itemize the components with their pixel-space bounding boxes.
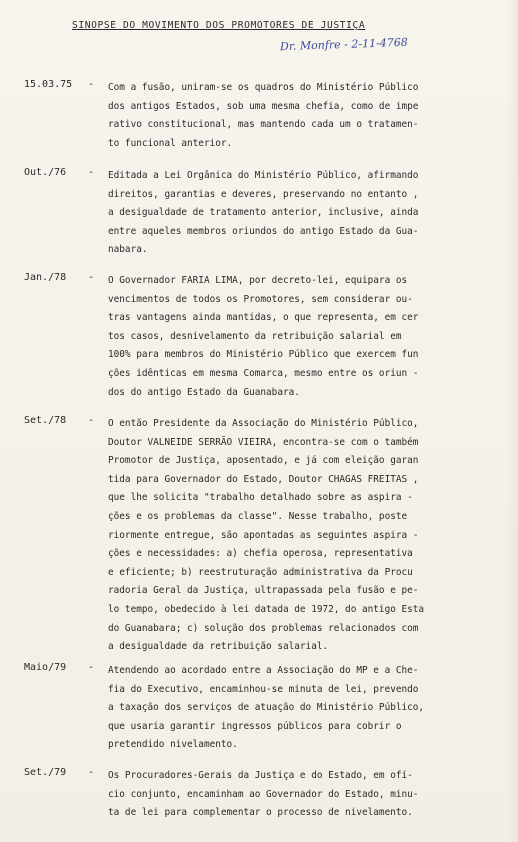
text-line: cio conjunto, encaminham ao Governador do Estado, minu-: [108, 788, 419, 800]
entry-date: Out./76: [24, 167, 67, 178]
text-line: dos antigos Estados, sob uma mesma chefia, como de impe: [108, 100, 419, 112]
text-line: tida para Governador do Estado, Doutor CHAGAS FREITAS ,: [108, 473, 419, 485]
text-line: entre aqueles membros oriundos do antigo Estado da Gua-: [108, 225, 419, 237]
entry-date: Set./79: [24, 767, 67, 778]
entry-dash: -: [88, 167, 95, 178]
text-line: direitos, garantias e deveres, preservando no entanto ,: [108, 188, 419, 200]
text-line: e eficiente; b) reestruturação administrativa da Procu: [108, 566, 413, 578]
text-line: do Guanabara; c) solução dos problemas relacionados com: [108, 622, 419, 634]
entry-text: [108, 415, 500, 657]
entry-dash: -: [88, 79, 95, 90]
text-line: O então Presidente da Associação do Ministério Público,: [108, 418, 419, 429]
entry-date: Set./78: [24, 415, 67, 426]
text-line: vencimentos de todos os Promotores, sem considerar ou-: [108, 293, 413, 305]
text-line: ções e os problemas da classe". Nesse trabalho, poste: [108, 510, 408, 522]
page-edge-shadow: [506, 0, 518, 842]
text-line: 100% para membros do Ministério Público que exercem fun: [108, 349, 419, 361]
text-line: radoria Geral da Justiça, ultrapassada pela fusão e pe-: [108, 585, 419, 597]
entry-text: [108, 767, 500, 823]
text-line: riormente entregue, são apontadas as seguintes aspira -: [108, 529, 419, 541]
text-line: que usaria garantir ingressos públicos para cobrir o: [108, 720, 402, 732]
text-line: Promotor de Justiça, aposentado, e já com eleição garan: [108, 455, 419, 467]
text-line: tos casos, desnivelamento da retribuição salarial em: [108, 330, 402, 342]
entry-dash: -: [88, 415, 95, 426]
text-line: O Governador FARIA LIMA, por decreto-lei, equipara os: [108, 275, 408, 286]
text-line: Doutor VALNEIDE SERRÃO VIEIRA, encontra-se com o também: [108, 436, 419, 448]
entry-date: Jan./78: [24, 272, 67, 283]
text-line: a desigualdade da retribuição salarial.: [108, 641, 329, 653]
text-line: Os Procuradores-Gerais da Justiça e do Estado, em ofí-: [108, 770, 413, 781]
text-line: dos do antigo Estado da Guanabara.: [108, 386, 300, 398]
text-line: a desigualdade de tratamento anterior, inclusive, ainda: [108, 207, 419, 219]
text-line: ções e necessidades: a) chefia operosa, representativa: [108, 548, 413, 560]
text-line: ta de lei para complementar o processo de nivelamento.: [108, 807, 413, 819]
text-line: pretendido nivelamento.: [108, 739, 238, 751]
page-title: SINOPSE DO MOVIMENTO DOS PROMOTORES DE JUSTIÇA: [72, 20, 366, 31]
entry-text: [108, 662, 500, 755]
text-line: Atendendo ao acordado entre a Associação do MP e a Che-: [108, 665, 419, 676]
text-line: lo tempo, obedecido à lei datada de 1972, do antigo Esta: [108, 603, 425, 615]
entry-dash: -: [88, 767, 95, 778]
text-line: nabara.: [108, 244, 148, 256]
text-line: fia do Executivo, encaminhou-se minuta de lei, prevendo: [108, 683, 419, 695]
entry-date: Maio/79: [24, 662, 67, 673]
entry-text: [108, 79, 500, 153]
text-line: Editada a Lei Orgânica do Ministério Público, afirmando: [108, 170, 419, 181]
entry-dash: -: [88, 662, 95, 673]
text-line: a taxação dos serviços de atuação do Ministério Público,: [108, 702, 425, 714]
entry-date: 15.03.75: [24, 79, 73, 90]
entry-text: [108, 272, 500, 402]
entry-text: [108, 167, 500, 260]
text-line: que lhe solicita "trabalho detalhado sobre as aspira -: [108, 492, 413, 504]
text-line: Com a fusão, uniram-se os quadros do Ministério Público: [108, 82, 419, 93]
text-line: rativo constitucional, mas mantendo cada um o tratamen-: [108, 119, 419, 131]
text-line: tras vantagens ainda mantidas, o que representa, em cer: [108, 312, 419, 324]
entry-dash: -: [88, 272, 95, 283]
text-line: to funcional anterior.: [108, 137, 233, 149]
text-line: ções idênticas em mesma Comarca, mesmo entre os oriun -: [108, 367, 419, 379]
handwritten-annotation: Dr. Monfre - 2-11-4768: [279, 35, 409, 54]
